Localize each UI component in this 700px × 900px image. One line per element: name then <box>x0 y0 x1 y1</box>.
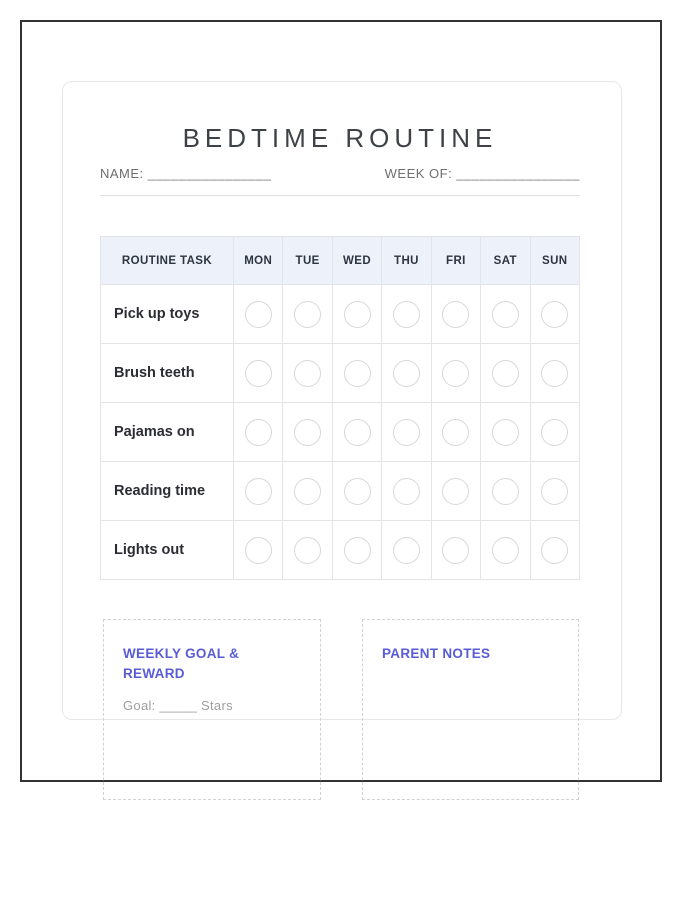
week-of-label: WEEK OF: <box>384 166 453 181</box>
checkbox-circle[interactable] <box>245 478 272 505</box>
checkbox-circle[interactable] <box>492 478 519 505</box>
checkbox-circle[interactable] <box>245 537 272 564</box>
day-cell <box>283 344 332 403</box>
table-row <box>101 521 580 580</box>
column-header-mon: MON <box>234 237 283 285</box>
task-label: Pick up toys <box>101 285 234 344</box>
checkbox-circle[interactable] <box>344 537 371 564</box>
column-header-sun: SUN <box>530 237 579 285</box>
day-cell <box>431 344 480 403</box>
table-row <box>101 285 580 344</box>
day-cell <box>481 403 530 462</box>
day-cell <box>431 285 480 344</box>
day-cell <box>481 285 530 344</box>
checkbox-circle[interactable] <box>492 360 519 387</box>
day-cell <box>530 521 579 580</box>
column-header-thu: THU <box>382 237 431 285</box>
column-header-sat: SAT <box>481 237 530 285</box>
checkbox-circle[interactable] <box>393 360 420 387</box>
checkbox-circle[interactable] <box>393 419 420 446</box>
day-cell <box>283 285 332 344</box>
task-label: Pajamas on <box>101 403 234 462</box>
day-cell <box>382 403 431 462</box>
name-label: NAME: <box>100 166 144 181</box>
day-cell <box>332 462 381 521</box>
day-cell <box>234 285 283 344</box>
checkbox-circle[interactable] <box>541 360 568 387</box>
day-cell <box>283 521 332 580</box>
day-cell <box>431 521 480 580</box>
page-title: BEDTIME ROUTINE <box>182 123 498 153</box>
checkbox-circle[interactable] <box>294 478 321 505</box>
day-cell <box>332 403 381 462</box>
day-cell <box>283 403 332 462</box>
day-cell <box>382 285 431 344</box>
weekly-goal-heading: WEEKLY GOAL & REWARD <box>123 646 240 681</box>
checkbox-circle[interactable] <box>393 478 420 505</box>
checkbox-circle[interactable] <box>393 537 420 564</box>
checkbox-circle[interactable] <box>541 419 568 446</box>
checkbox-circle[interactable] <box>442 537 469 564</box>
task-label: Reading time <box>101 462 234 521</box>
routine-table <box>100 236 580 580</box>
week-of-field <box>385 166 580 181</box>
weekly-goal-section <box>103 619 321 800</box>
day-cell <box>234 403 283 462</box>
table-header-row <box>101 237 580 285</box>
column-header-wed: WED <box>332 237 381 285</box>
day-cell <box>382 344 431 403</box>
week-of-blank-line: ________________ <box>456 166 580 181</box>
checkbox-circle[interactable] <box>344 419 371 446</box>
checkbox-circle[interactable] <box>344 301 371 328</box>
day-cell <box>530 285 579 344</box>
day-cell <box>481 344 530 403</box>
parent-notes-section <box>362 619 579 800</box>
column-header-task: ROUTINE TASK <box>101 237 234 285</box>
checkbox-circle[interactable] <box>541 478 568 505</box>
checkbox-circle[interactable] <box>344 360 371 387</box>
checkbox-circle[interactable] <box>442 301 469 328</box>
task-label: Lights out <box>101 521 234 580</box>
checkbox-circle[interactable] <box>541 301 568 328</box>
day-cell <box>481 521 530 580</box>
day-cell <box>382 462 431 521</box>
column-header-tue: TUE <box>283 237 332 285</box>
column-header-fri: FRI <box>431 237 480 285</box>
checkbox-circle[interactable] <box>442 478 469 505</box>
checkbox-circle[interactable] <box>294 301 321 328</box>
table-row <box>101 403 580 462</box>
day-cell <box>234 344 283 403</box>
checkbox-circle[interactable] <box>393 301 420 328</box>
day-cell <box>332 285 381 344</box>
day-cell <box>382 521 431 580</box>
day-cell <box>332 521 381 580</box>
checkbox-circle[interactable] <box>294 360 321 387</box>
checkbox-circle[interactable] <box>344 478 371 505</box>
checkbox-circle[interactable] <box>245 301 272 328</box>
checkbox-circle[interactable] <box>492 537 519 564</box>
day-cell <box>481 462 530 521</box>
day-cell <box>234 462 283 521</box>
table-row <box>101 344 580 403</box>
header-divider <box>100 195 580 196</box>
goal-line: Goal: _____ Stars <box>123 698 233 713</box>
day-cell <box>530 462 579 521</box>
checkbox-circle[interactable] <box>294 537 321 564</box>
day-cell <box>431 403 480 462</box>
fields-row <box>100 166 580 181</box>
day-cell <box>431 462 480 521</box>
task-label: Brush teeth <box>101 344 234 403</box>
parent-notes-heading: PARENT NOTES <box>382 646 491 661</box>
checkbox-circle[interactable] <box>245 419 272 446</box>
day-cell <box>530 403 579 462</box>
checkbox-circle[interactable] <box>245 360 272 387</box>
checkbox-circle[interactable] <box>492 419 519 446</box>
checkbox-circle[interactable] <box>541 537 568 564</box>
day-cell <box>530 344 579 403</box>
name-field <box>100 166 271 181</box>
day-cell <box>332 344 381 403</box>
day-cell <box>234 521 283 580</box>
name-blank-line: ________________ <box>147 166 272 181</box>
checkbox-circle[interactable] <box>442 419 469 446</box>
checkbox-circle[interactable] <box>492 301 519 328</box>
checkbox-circle[interactable] <box>442 360 469 387</box>
table-row <box>101 462 580 521</box>
checkbox-circle[interactable] <box>294 419 321 446</box>
day-cell <box>283 462 332 521</box>
